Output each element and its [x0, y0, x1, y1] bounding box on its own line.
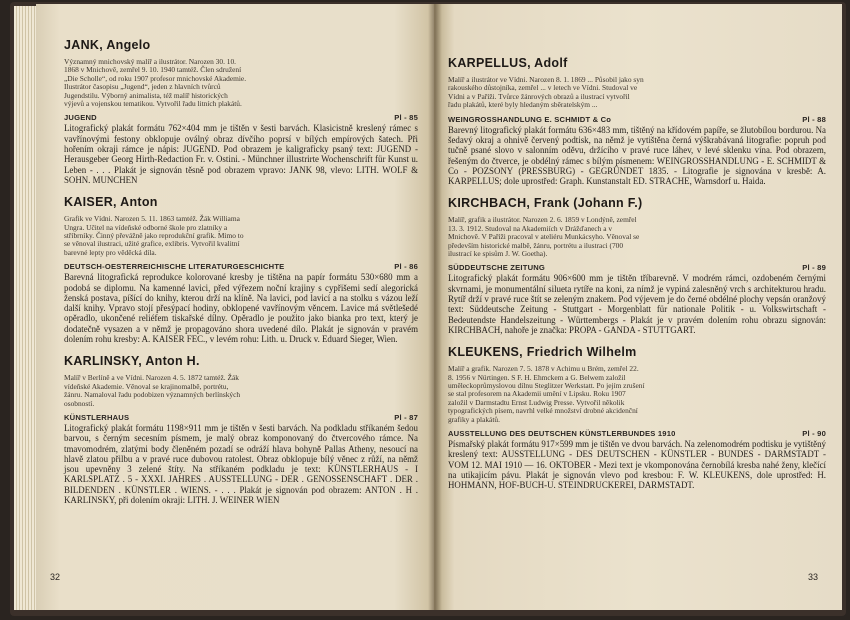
entry-karlinsky	[64, 354, 418, 505]
artist-name: KARPELLUS, Adolf	[448, 56, 568, 70]
artist-bio: Malíř a grafik. Narozen 7. 5. 1878 v Achimu u Brém, zemřel 22. 8. 1956 v Nürtingen. S F. H. Ehmckem a G. Belwem založil uměleckoprůmyslovou dílnu Steglitzer Werkstatt. Po jejím zrušení se stal profesorem na Akademii umění v Lipsku. Roku 1907 založil v Darmstadtu Ernst Ludwig Presse. Vytvořil několik typografických písem, navrhl velké množství drobné akcidenční grafiky a plakátů.	[448, 364, 645, 424]
poster-code: Pl - 87	[394, 412, 418, 422]
artist-bio: Malíř a ilustrátor ve Vídni. Narozen 8. 1. 1869 ... Působil jako syn rakouského důstojníka, zemřel ... v letech ve Vídni. Studoval ve Vídni a v Paříži. Tvůrce žánrových obrazů a ilustrací vytvořil řadu plakátů, které byly hledaným sběratelským ...	[448, 75, 644, 110]
poster-title: SÜDDEUTSCHE ZEITUNG	[448, 263, 546, 273]
right-page	[434, 4, 842, 610]
entry-jank	[64, 38, 418, 185]
book-gutter	[428, 4, 442, 610]
left-page	[36, 4, 434, 610]
poster-description: Písmařský plakát formátu 917×599 mm je tištěn ve dvou barvách. Na zelenomodrém podtisku je vytištěný kreslený text: AUSSTELLUNG - DES DEUTSCHEN - KÜNSTLER - BUNDES - DARMSTADT - VOM 12. MAI 1910 — 16. OKTOBER - Mezi text je vkomponována černobílá kresba nahé ženy, klečící na utikajicím pávu. Plakát je signován vlevo pod kresbou: F. W. KLEUKENS, dole uprostřed: H. HOHMANN, HOF-BUCH-U. STEINDRUCKEREI, DARMSTADT.	[448, 439, 826, 491]
artist-bio: Grafik ve Vídni. Narozen 5. 11. 1863 tamtéž. Žák Williama Ungra. Učitel na vídeňské odborné škole pro zlatníky a stříbrníky. Činný převážně jako reprodukční grafik. Mimo to se věnoval ilustraci, užité grafice, exlibris. Vytvořil kvalitní barevné lepty pro věděcká díla.	[64, 214, 244, 257]
poster-description: Barevná litografická reprodukce kolorované kresby je tištěna na papír formátu 530×680 mm a podobá se diplomu. Na kamenné lavici, před výřezem noční krajiny s cypřišemi sedí alegorická ženská postava, píšící do knihy, kterou drží na klíně. Na lavici, pod lavicí a na stolku s vázou leží další knihy. Vpravo stojí přesýpací hodiny, obklopené vavřínovým věncem. Lavice má světlešedé opěradlo, ukončené reliéfem tiskařské dílny. Opěradlo je použito jako bianka pro text, který je dodatečně vysazen a v němž je propagováno shora uvedené dílo. Plakát je signován v pravém dolením rohu kresby: A. KAISER FEC., v levém rohu: Lith. u. Druck v. Eduard Sieger, Wien.	[64, 272, 418, 345]
entry-kleukens	[448, 345, 826, 490]
page-number: 33	[807, 572, 818, 582]
artist-name: KLEUKENS, Friedrich Wilhelm	[448, 345, 637, 360]
poster-heading	[448, 429, 826, 438]
poster-heading	[448, 115, 826, 124]
poster-heading	[448, 263, 826, 272]
page-stack	[14, 6, 36, 610]
artist-bio: Malíř, grafik a ilustrátor. Narozen 2. 6. 1859 v Londýně, zemřel 13. 3. 1912. Studoval na Akademiích v Drážďanech a v Mnichově. V Paříži pracoval v ateliéru Munkácsyho. Věnoval se především historické malbě, žánru, portrétu a ilustraci (700 ilustrací ke spisům J. W. Goetha).	[448, 215, 640, 259]
artist-name: KIRCHBACH, Frank (Johann F.)	[448, 196, 643, 211]
poster-description: Litografický plakát formátu 762×404 mm je tištěn v šesti barvách. Klasicistně kreslený rámec s vavřínovými festony obklopuje oválný obraz dívčího poprsí v bílých empírových šatech. Při hořením okraji rámce je nápis: JUGEND. Pod obrazem je kaligraficky psaný text: JUGEND - Herausgeber Georg Hirth-Redaction Fr. v. Ostini. - Münchner illustrirte Wochenschrift für Kunst u. Leben - . . . Plakát je signován těsně pod obrazem vpravo: JANK 98, vlevo: LITH. WOLF & SOHN. MUNCHEN	[64, 123, 418, 185]
artist-bio: Malíř v Berlíně a ve Vídni. Narozen 4. 5. 1872 tamtéž. Žák vídeňské Akademie. Věnoval se krajinomalbě, portrétu, žánru. Namaloval řadu podobizen významných berlínských osobností.	[64, 373, 241, 408]
artist-bio: Významný mnichovský malíř a ilustrátor. Narozen 30. 10. 1868 v Mnichově, zemřel 9. 10. 1940 tamtéž. Člen sdružení „Die Scholle“, od roku 1907 profesor mnichovské Akademie. Ilustrátor časopisu „Jugend“, jeden z hlavních tvůrců Jugendstilu. Výborný animalista, též malíř historických výjevů a vojenskou tematikou. Vytvořil řadu litních plakátů.	[64, 57, 247, 109]
poster-code: Pl - 88	[802, 114, 826, 124]
poster-title: DEUTSCH-OESTERREICHISCHE LITERATURGESCHICHTE	[64, 262, 285, 272]
poster-code: Pl - 90	[802, 429, 826, 439]
entry-karpellus	[448, 56, 826, 186]
poster-description: Barevný litografický plakát formátu 636×483 mm, tištěný na křídovém papíře, se žlutobílou bordurou. Na šedavý okraj a ohnivě červený podtisk, na němž je vytištěna černá výškrabávaná litografie: popruh pod tučně psané slovo v salonním oděvu, držícího v pravé ruce láhev, v levé sklenku vína. Pod obrazem, řešeným do čtverce, je obdélný rámec s bílým písmenem: WEINGROSSHANDLUNG - E. SCHMIDT & Co - POZSONY (PRESSBURG) - GEGRÜNDET 1835. - Litografie je signována v kresbě: A. KARPELLUS; dole uprostřed: Graph. Kunstanstalt ED. STRACHE, Warnsdorf u. Haida.	[448, 124, 826, 187]
entry-kirchbach	[448, 196, 826, 335]
poster-code: Pl - 89	[802, 263, 826, 273]
poster-heading	[64, 262, 418, 271]
poster-title: AUSSTELLUNG DES DEUTSCHEN KÜNSTLERBUNDES 1910	[448, 429, 676, 439]
entry-kaiser	[64, 195, 418, 344]
poster-heading	[64, 113, 418, 122]
poster-code: Pl - 86	[394, 262, 418, 272]
artist-name: KAISER, Anton	[64, 195, 158, 210]
poster-description: Litografický plakát formátu 906×600 mm je tištěn tříbarevně. V modrém rámci, ozdobeném černými skvrnami, je monumentální silueta rytíře na koni, za nímž je vypiná zalesněný vrch s architekturou hradu. Rytíř drží v pravé ruce štít se zeleným znakem. Pod výjevem je do černé obdélné plochy vepsán oranžový text: Süddeutsche Zeitung - Stuttgart - Morgenblatt für nationale Politik - u. Volkswirtschaft - Bedeutendste Handelszeitung - Württembergs - Plakát je v pravém dolením rohu obrazu signován: KIRCHBACH, nahoře je značka: PROPA - GANDA - STUTTGART.	[448, 273, 826, 335]
page-number: 32	[50, 572, 61, 582]
poster-title: KÜNSTLERHAUS	[64, 412, 130, 422]
poster-description: Litografický plakát formátu 1198×911 mm je tištěn v šesti barvách. Na podkladu stříkaném šedou barvou, s černým secesním písmem, je malý obraz komponovaný do čtvercového rámce. Na tmavomodrém, zlatými body členěném pozadí se odráží hlava bohyně Pallas Atheny, nesoucí na hlavě zlatou přilbu a v pravé ruce dubovou ratolest. Obraz obklopuje bílý věnec z růží, na němž jsou upevněny 3 zelené štíty. Na stříkaném podkladu je text: KÜNSTLERHAUS - I KARLSPLATZ . 5 - XXXI. JAHRES . AUSSTELLUNG - DER . GENOSSENSCHAFT . DER . BILDENDEN . KÜNSTLER . WIENS. - . . . Plakát je signován pod obrazem: ANTON . H . KARLINSKY, při dolením okraji: LITH. J. WEINER WIEN	[64, 422, 418, 506]
poster-heading	[64, 413, 418, 422]
poster-title: JUGEND	[64, 113, 97, 123]
left-page-column	[64, 38, 418, 610]
poster-title: WEINGROSSHANDLUNG E. SCHMIDT & Co	[448, 114, 612, 124]
artist-name: KARLINSKY, Anton H.	[64, 354, 200, 369]
artist-name: JANK, Angelo	[64, 38, 151, 52]
poster-code: Pl - 85	[394, 113, 418, 123]
right-page-column	[448, 56, 826, 610]
